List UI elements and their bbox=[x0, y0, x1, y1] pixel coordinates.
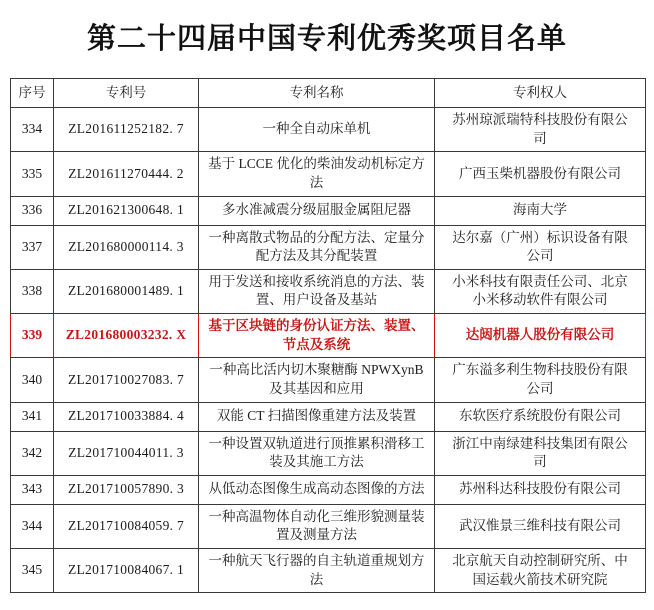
cell-patent-number: ZL201710084059. 7 bbox=[54, 504, 199, 548]
cell-index: 340 bbox=[11, 358, 54, 402]
cell-index: 339 bbox=[11, 314, 54, 358]
cell-index: 341 bbox=[11, 402, 54, 431]
cell-patent-number: ZL201611252182. 7 bbox=[54, 108, 199, 152]
cell-patent-number: ZL201710044011. 3 bbox=[54, 431, 199, 475]
table-row bbox=[11, 225, 646, 269]
cell-patent-name: 一种设置双轨道进行顶推累积滑移工装及其施工方法 bbox=[199, 431, 435, 475]
cell-patent-owner: 达闼机器人股份有限公司 bbox=[435, 314, 646, 358]
cell-patent-name: 多水准减震分级屈服金属阻尼器 bbox=[199, 196, 435, 225]
cell-patent-name: 用于发送和接收系统消息的方法、装置、用户设备及基站 bbox=[199, 269, 435, 313]
cell-patent-owner: 小米科技有限责任公司、北京小米移动软件有限公司 bbox=[435, 269, 646, 313]
cell-index: 345 bbox=[11, 549, 54, 593]
cell-patent-name: 一种全自动床单机 bbox=[199, 108, 435, 152]
table-row bbox=[11, 196, 646, 225]
cell-patent-name: 一种高温物体自动化三维形貌测量装置及测量方法 bbox=[199, 504, 435, 548]
cell-patent-name: 双能 CT 扫描图像重建方法及装置 bbox=[199, 402, 435, 431]
table-row bbox=[11, 549, 646, 593]
cell-patent-owner: 广东溢多利生物科技股份有限公司 bbox=[435, 358, 646, 402]
table-row bbox=[11, 358, 646, 402]
table-row bbox=[11, 314, 646, 358]
cell-patent-owner: 海南大学 bbox=[435, 196, 646, 225]
cell-index: 336 bbox=[11, 196, 54, 225]
cell-patent-owner: 武汉惟景三维科技有限公司 bbox=[435, 504, 646, 548]
cell-patent-name: 一种高比活内切木聚糖酶 NPWXynB 及其基因和应用 bbox=[199, 358, 435, 402]
col-header-index: 序号 bbox=[11, 79, 54, 108]
table-row bbox=[11, 504, 646, 548]
cell-index: 338 bbox=[11, 269, 54, 313]
table-row bbox=[11, 108, 646, 152]
cell-index: 337 bbox=[11, 225, 54, 269]
cell-patent-number: ZL201680000114. 3 bbox=[54, 225, 199, 269]
cell-patent-number: ZL201710084067. 1 bbox=[54, 549, 199, 593]
table-row bbox=[11, 402, 646, 431]
cell-patent-name: 基于区块链的身份认证方法、装置、节点及系统 bbox=[199, 314, 435, 358]
cell-patent-number: ZL201621300648. 1 bbox=[54, 196, 199, 225]
table-header-row bbox=[11, 79, 646, 108]
cell-patent-number: ZL201710027083. 7 bbox=[54, 358, 199, 402]
cell-patent-owner: 浙江中南绿建科技集团有限公司 bbox=[435, 431, 646, 475]
cell-patent-name: 一种航天飞行器的自主轨道重规划方法 bbox=[199, 549, 435, 593]
col-header-patent-name: 专利名称 bbox=[199, 79, 435, 108]
col-header-patent-owner: 专利权人 bbox=[435, 79, 646, 108]
page-title: 第二十四届中国专利优秀奖项目名单 bbox=[86, 23, 567, 55]
table-row bbox=[11, 431, 646, 475]
cell-patent-owner: 苏州科达科技股份有限公司 bbox=[435, 475, 646, 504]
cell-patent-name: 一种离散式物品的分配方法、定量分配方法及其分配装置 bbox=[199, 225, 435, 269]
cell-patent-owner: 广西玉柴机器股份有限公司 bbox=[435, 152, 646, 196]
cell-patent-owner: 东软医疗系统股份有限公司 bbox=[435, 402, 646, 431]
cell-patent-owner: 苏州琼派瑞特科技股份有限公司 bbox=[435, 108, 646, 152]
cell-patent-name: 基于 LCCE 优化的柴油发动机标定方法 bbox=[199, 152, 435, 196]
cell-patent-number: ZL201680001489. 1 bbox=[54, 269, 199, 313]
cell-index: 334 bbox=[11, 108, 54, 152]
table-row bbox=[11, 152, 646, 196]
cell-patent-name: 从低动态图像生成高动态图像的方法 bbox=[199, 475, 435, 504]
col-header-patent-number: 专利号 bbox=[54, 79, 199, 108]
cell-patent-number: ZL201710057890. 3 bbox=[54, 475, 199, 504]
cell-index: 342 bbox=[11, 431, 54, 475]
cell-index: 335 bbox=[11, 152, 54, 196]
cell-index: 343 bbox=[11, 475, 54, 504]
table-row bbox=[11, 475, 646, 504]
cell-patent-owner: 达尔嘉（广州）标识设备有限公司 bbox=[435, 225, 646, 269]
table-body bbox=[11, 108, 646, 593]
cell-patent-owner: 北京航天自动控制研究所、中国运载火箭技术研究院 bbox=[435, 549, 646, 593]
table-row bbox=[11, 269, 646, 313]
cell-patent-number: ZL201680003232. X bbox=[54, 314, 199, 358]
patent-award-table bbox=[10, 78, 646, 593]
cell-index: 344 bbox=[11, 504, 54, 548]
cell-patent-number: ZL201710033884. 4 bbox=[54, 402, 199, 431]
cell-patent-number: ZL201611270444. 2 bbox=[54, 152, 199, 196]
